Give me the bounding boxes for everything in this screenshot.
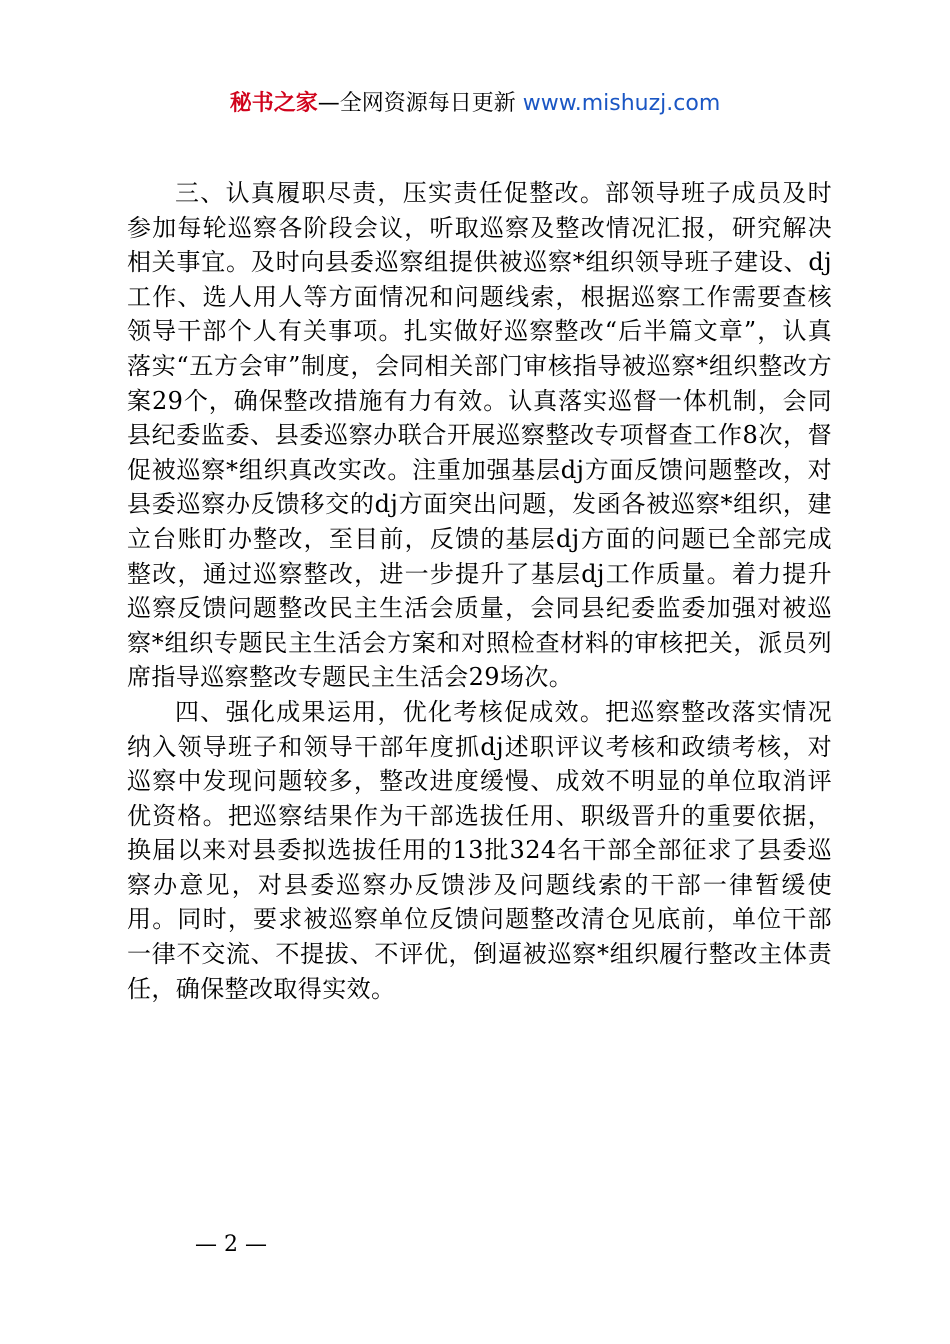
page-number: — 2 — [195,1232,267,1257]
header-tagline: —全网资源每日更新 [317,91,523,116]
site-url-link[interactable]: www.mishuzj.com [522,91,721,116]
document-body [127,176,832,1006]
paragraph-section-three: 三、认真履职尽责，压实责任促整改。部领导班子成员及时参加每轮巡察各阶段会议，听取巡察及整改情况汇报，研究解决相关事宜。及时向县委巡察组提供被巡察*组织领导班子建设、dj工作、选人用人等方面情况和问题线索，根据巡察工作需要查核领导干部个人有关事项。扎实做好巡察整改“后半篇文章”，认真落实“五方会审”制度，会同相关部门审核指导被巡察*组织整改方案29个，确保整改措施有力有效。认真落实巡督一体机制，会同县纪委监委、县委巡察办联合开展巡察整改专项督查工作8次，督促被巡察*组织真改实改。注重加强基层dj方面反馈问题整改，对县委巡察办反馈移交的dj方面突出问题，发函各被巡察*组织，建立台账盯办整改，至目前，反馈的基层dj方面的问题已全部完成整改，通过巡察整改，进一步提升了基层dj工作质量。着力提升巡察反馈问题整改民主生活会质量，会同县纪委监委加强对被巡察*组织专题民主生活会方案和对照检查材料的审核把关，派员列席指导巡察整改专题民主生活会29场次。 [127,179,832,692]
site-header [0,86,950,122]
paragraph-section-four: 四、强化成果运用，优化考核促成效。把巡察整改落实情况纳入领导班子和领导干部年度抓dj述职评议考核和政绩考核，对巡察中发现问题较多，整改进度缓慢、成效不明显的单位取消评优资格。把巡察结果作为干部选拔任用、职级晋升的重要依据，换届以来对县委拟选拔任用的13批324名干部全部征求了县委巡察办意见，对县委巡察办反馈涉及问题线索的干部一律暂缓使用。同时，要求被巡察单位反馈问题整改清仓见底前，单位干部一律不交流、不提拔、不评优，倒逼被巡察*组织履行整改主体责任，确保整改取得实效。 [127,697,832,1003]
brand-name: 秘书之家 [229,91,318,116]
